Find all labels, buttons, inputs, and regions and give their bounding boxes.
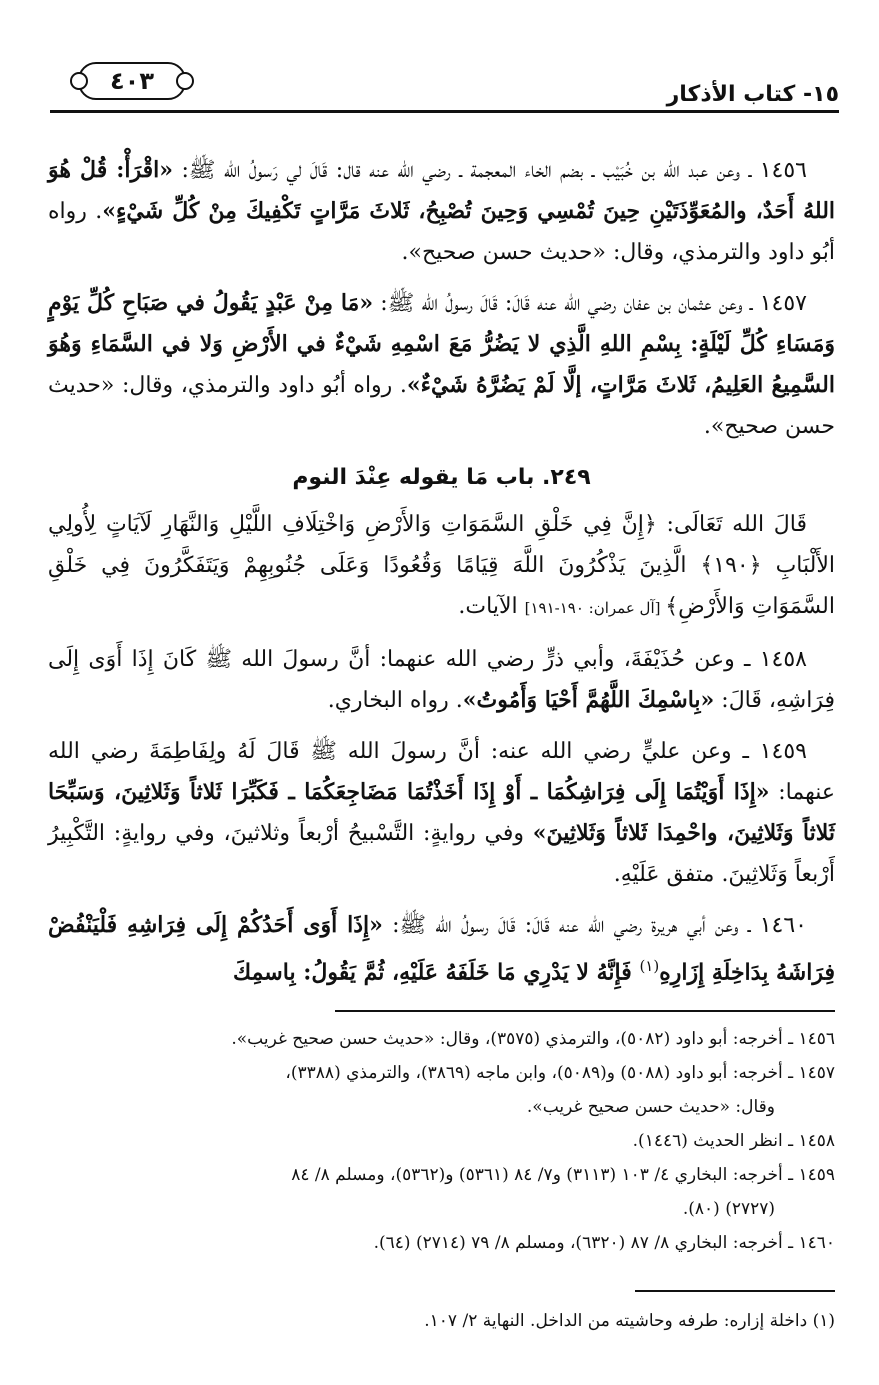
footnote-1460: ١٤٦٠ ـ أخرجه: البخاري ٨/ ٨٧ (٦٣٢٠)، ومسلم ٨/ ٧٩ (٢٧١٤) (٦٤). bbox=[373, 1233, 835, 1253]
hadith-1458 bbox=[48, 639, 835, 721]
hadith-text: ١٤٥٩ ـ وعن عليٍّ رضي الله عنه: أنَّ رسولَ الله ﷺ قَالَ لَهُ ولِفَاطِمَةَ رضي الله عنهما: bbox=[48, 739, 835, 805]
hadith-quote: «إِذَا أَوَى أَحَدُكُمْ إِلَى فِرَاشِهِ فَلْيَنْفُضْ فِرَاشَهُ بِدَاخِلَةِ إِزَارِهِ bbox=[48, 912, 835, 986]
note-1: (١) داخلة إزاره: طرفه وحاشيته من الداخل. النهاية ٢/ ١٠٧. bbox=[424, 1311, 835, 1331]
hadith-text: ١٤٥٨ ـ وعن حُذَيْفَةَ، وأبي ذرٍّ رضي الله عنهما: أنَّ رسولَ الله ﷺ كَانَ إِذَا أَوَى إِلَى فِرَاشِهِ، قَالَ: bbox=[48, 647, 835, 713]
hadith-quote: «بِاسْمِكَ اللَّهُمَّ أَحْيَا وَأَمُوتُ» bbox=[462, 687, 715, 713]
hadith-text: ١٤٥٧ ـ وعن عثمان بن عفان رضي الله عنه قَالَ: قَالَ رسولُ الله ﷺ: bbox=[373, 291, 807, 316]
hadith-1457 bbox=[48, 283, 835, 447]
hadith-1459 bbox=[48, 731, 835, 895]
hadith-source: . رواه أبُو داود والترمذي، وقال: «حديث حسن صحيح». bbox=[48, 199, 835, 265]
hadith-quote: «إِذَا أَوَيْتُمَا إِلَى فِرَاشِكُمَا ـ أَوْ إِذَا أَخَذْتُمَا مَضَاجِعَكُمَا ـ فَكَبِّرَا ثَلاثاً وَثَلاثِينَ، وَسَبِّحَا ثَلاثاً وَثَلاثِينَ، واحْمِدَا ثَلاثاً وَثَلاثِينَ» bbox=[48, 779, 835, 846]
footnote-1459: ١٤٥٩ ـ أخرجه: البخاري ٤/ ١٠٣ (٣١١٣) و٧/ ٨٤ (٥٣٦١) و(٥٣٦٢)، ومسلم ٨/ ٨٤ bbox=[291, 1165, 835, 1185]
hadith-quote: «مَا مِنْ عَبْدٍ يَقُولُ في صَبَاحِ كُلِّ يَوْمٍ وَمَسَاءِ كُلِّ لَيْلَةٍ: بِسْمِ اللهِ الَّذِي لا يَضُرُّ مَعَ اسْمِهِ شَيْءٌ في الأَرْضِ وَلا في السَّمَاءِ وَهُوَ السَّمِيعُ العَلِيمُ، ثَلاثَ مَرَّاتٍ، إلَّا لَمْ يَضُرَّهُ شَيْءٌ» bbox=[48, 290, 835, 398]
main-text bbox=[48, 150, 835, 1003]
page-number: ٤٠٣ bbox=[78, 62, 186, 100]
surah-reference: [آل عمران: ١٩٠-١٩١] bbox=[524, 599, 666, 617]
footnote-divider bbox=[335, 1010, 835, 1012]
footnote-1457: ١٤٥٧ ـ أخرجه: أبو داود (٥٠٨٨) و(٥٠٨٩)، وابن ماجه (٣٨٦٩)، والترمذي (٣٣٨٨)، bbox=[285, 1063, 835, 1083]
hadith-source: . رواه البخاري. bbox=[327, 688, 463, 713]
hadith-text: ١٤٥٦ ـ وعن عبد الله بن خُبَيْب ـ بضم الخاء المعجمة ـ رضي الله عنه قال: قَالَ لي رَسولُ الله ﷺ: bbox=[173, 158, 807, 183]
hadith-quote: «اقْرَأْ: قُلْ هُوَ اللهُ أَحَدٌ، والمُعَوِّذَتَيْنِ حِينَ تُمْسِي وَحِينَ تُصْبِحُ، ثَلاثَ مَرَّاتٍ تَكْفِيكَ مِنْ كُلِّ شَيْءٍ» bbox=[48, 157, 836, 224]
header-divider bbox=[50, 110, 839, 113]
hadith-1460 bbox=[48, 905, 835, 993]
quran-paragraph bbox=[48, 504, 835, 629]
page-header bbox=[50, 62, 839, 114]
hadith-source: وفي روايةٍ: التَّسْبيحُ أرْبعاً وثلاثينَ، وفي روايةٍ: التَّكْبِيرُ أَرْبعاً وَثَلاثِينَ. متفق عَلَيْهِ. bbox=[48, 821, 835, 887]
hadith-source: . رواه أبُو داود والترمذي، وقال: «حديث حسن صحيح». bbox=[48, 373, 835, 439]
chapter-title: ١٥- كتاب الأذكار bbox=[666, 82, 839, 107]
hadith-1456 bbox=[48, 150, 835, 273]
footnote-1458: ١٤٥٨ ـ انظر الحديث (١٤٤٦). bbox=[632, 1131, 835, 1151]
footnote-1459-continued: (٢٧٢٧) (٨٠). bbox=[682, 1199, 775, 1219]
takhrij-footnotes bbox=[48, 1022, 835, 1260]
quran-verse: ﴿إِنَّ فِي خَلْقِ السَّمَوَاتِ وَالأَرْضِ وَاخْتِلَافِ اللَّيْلِ وَالنَّهَارِ لَآيَاتٍ لِأُولِي الأَلْبَابِ ﴿١٩٠﴾ الَّذِينَ يَذْكُرُونَ اللَّهَ قِيَامًا وَقُعُودًا وَعَلَى جُنُوبِهِمْ وَيَتَفَكَّرُونَ فِي خَلْقِ السَّمَوَاتِ وَالأَرْضِ﴾ bbox=[48, 512, 835, 619]
explanatory-notes bbox=[48, 1306, 835, 1336]
footnote-1457-continued: وقال: «حديث حسن صحيح غريب». bbox=[526, 1097, 775, 1117]
note-divider bbox=[635, 1290, 835, 1292]
quran-suffix: الآيات. bbox=[458, 594, 525, 619]
section-heading: ٢٤٩. باب مَا يقوله عِنْدَ النوم bbox=[292, 465, 591, 490]
footnote-1456: ١٤٥٦ ـ أخرجه: أبو داود (٥٠٨٢)، والترمذي (٣٥٧٥)، وقال: «حديث حسن صحيح غريب». bbox=[231, 1029, 835, 1049]
hadith-text: ١٤٦٠ ـ وعن أبي هريرة رضي الله عنه قَالَ: قَالَ رسولُ الله ﷺ: bbox=[382, 913, 807, 938]
hadith-quote-continued: فَإِنَّهُ لا يَدْرِي مَا خَلَفَهُ عَلَيْهِ، ثُمَّ يَقُولُ: بِاسمِكَ bbox=[233, 959, 640, 986]
quran-intro: قَالَ الله تَعَالَى: bbox=[656, 512, 808, 537]
footnote-marker: (١) bbox=[639, 957, 660, 975]
